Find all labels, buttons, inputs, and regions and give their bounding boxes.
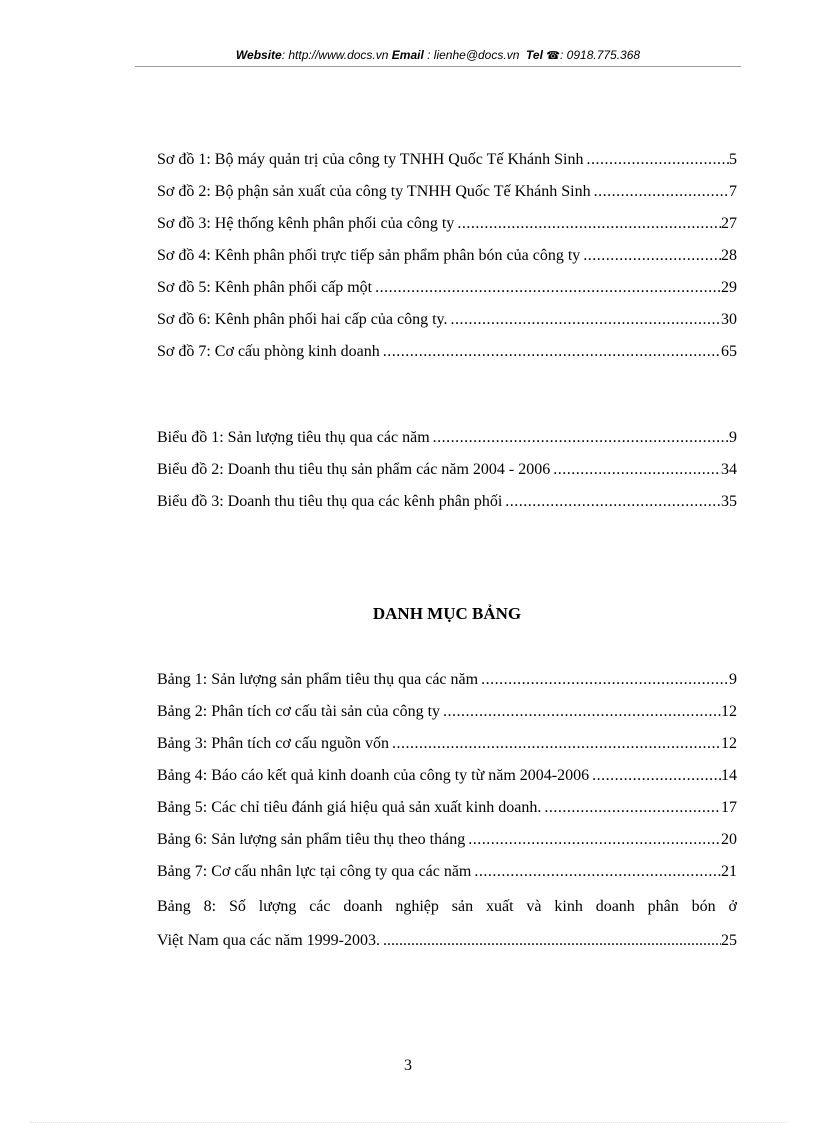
toc-entry-label: Sơ đồ 4: Kênh phân phối trực tiếp sản phẩm phân bón của công ty <box>157 247 581 264</box>
toc-entry <box>157 486 737 518</box>
toc-entry <box>157 696 737 728</box>
website-label: Website <box>235 48 282 62</box>
toc-entry-page: 14 <box>721 767 737 784</box>
toc-entry-page: 29 <box>721 279 737 296</box>
website-value: : http://www.docs.vn <box>281 48 389 62</box>
page-number: 3 <box>404 1057 412 1074</box>
toc-entry-page: 25 <box>721 932 737 949</box>
toc-leader <box>550 454 721 486</box>
toc-entry-label: Biểu đồ 1: Sản lượng tiêu thụ qua các năm <box>157 429 430 446</box>
toc-entry-page: 12 <box>721 703 737 720</box>
toc-entry-label: Bảng 2: Phân tích cơ cấu tài sản của công ty <box>157 703 441 720</box>
toc-entry-label: Bảng 3: Phân tích cơ cấu nguồn vốn <box>157 735 389 752</box>
toc-entry-page: 30 <box>721 311 737 328</box>
toc-entry-page: 9 <box>729 671 737 688</box>
toc-entry <box>157 728 737 760</box>
table-list-heading: DANH MỤC BẢNG <box>372 604 522 623</box>
toc-entry-label: Bảng 4: Báo cáo kết quả kinh doanh của công ty từ năm 2004-2006 <box>157 767 590 784</box>
toc-leader <box>465 824 721 856</box>
tel-label: Tel <box>526 48 543 62</box>
toc-leader <box>589 760 721 792</box>
toc-entry-label: Sơ đồ 2: Bộ phận sản xuất của công ty TNHH Quốc Tế Khánh Sinh <box>157 183 591 200</box>
toc-entry-page: 34 <box>721 461 737 478</box>
toc-leader <box>372 272 721 304</box>
tel-value: : 0918.775.368 <box>560 48 641 62</box>
toc-entry-page: 27 <box>721 215 737 232</box>
toc-entry-label: Sơ đồ 3: Hệ thống kênh phân phối của công ty <box>157 215 455 232</box>
toc-entry-label: Sơ đồ 5: Kênh phân phối cấp một <box>157 279 373 296</box>
toc-entry <box>157 664 737 696</box>
toc-entry <box>157 240 737 272</box>
toc-leader <box>430 422 729 454</box>
page-header <box>135 47 741 64</box>
toc-entry-label: Bảng 6: Sản lượng sản phẩm tiêu thụ theo tháng <box>157 831 466 848</box>
toc-entry <box>157 454 737 486</box>
toc-leader <box>389 728 721 760</box>
toc-leader <box>502 486 721 518</box>
toc-entry-label: Sơ đồ 7: Cơ cấu phòng kinh doanh <box>157 343 380 360</box>
toc-entry-page: 7 <box>729 183 737 200</box>
toc-entry <box>157 144 737 176</box>
toc-leader <box>454 208 721 240</box>
toc-entry <box>157 272 737 304</box>
toc-entry <box>157 176 737 208</box>
toc-entry <box>157 208 737 240</box>
email-label: Email <box>391 48 424 62</box>
toc-leader <box>478 664 729 696</box>
toc-entry-page: 28 <box>721 247 737 264</box>
toc-entry-page: 21 <box>721 863 737 880</box>
toc-entry-page: 35 <box>721 493 737 510</box>
toc-entry-label: Biểu đồ 3: Doanh thu tiêu thụ qua các kênh phân phối <box>157 493 503 510</box>
toc-entry-multiline <box>157 888 737 956</box>
toc-entry-label-line1: Bảng 8: Số lượng các doanh nghiệp sản xuất và kinh doanh phân bón ở <box>157 898 737 915</box>
toc-leader <box>380 336 721 368</box>
toc-leader <box>591 176 729 208</box>
header-divider <box>135 66 741 67</box>
toc-entry-label: Sơ đồ 6: Kênh phân phối hai cấp của công ty. <box>157 311 448 328</box>
toc-entry-page: 20 <box>721 831 737 848</box>
toc-entry-page: 12 <box>721 735 737 752</box>
toc-leader <box>380 926 721 956</box>
phone-icon: ☎ <box>546 50 560 62</box>
toc-entry-page: 65 <box>721 343 737 360</box>
toc-entry-line2 <box>157 926 737 956</box>
toc-entry-label: Sơ đồ 1: Bộ máy quản trị của công ty TNHH Quốc Tế Khánh Sinh <box>157 151 584 168</box>
toc-leader <box>541 792 721 824</box>
toc-entry <box>157 824 737 856</box>
toc-leader <box>471 856 721 888</box>
toc-entry-label: Bảng 1: Sản lượng sản phẩm tiêu thụ qua các năm <box>157 671 479 688</box>
toc-entry <box>157 760 737 792</box>
toc-entry <box>157 856 737 888</box>
toc-entry-page: 9 <box>729 429 737 446</box>
toc-entry-label: Bảng 5: Các chỉ tiêu đánh giá hiệu quả sản xuất kinh doanh. <box>157 799 542 816</box>
diagram-list <box>157 144 737 368</box>
toc-entry <box>157 304 737 336</box>
toc-entry-page: 17 <box>721 799 737 816</box>
email-value: : lienhe@docs.vn <box>423 48 520 62</box>
toc-entry-label: Biểu đồ 2: Doanh thu tiêu thụ sản phẩm các năm 2004 - 2006 <box>157 461 551 478</box>
chart-list <box>157 422 737 518</box>
table-list <box>157 664 737 888</box>
toc-leader <box>583 144 729 176</box>
toc-entry-label-line2: Việt Nam qua các năm 1999-2003. <box>157 932 380 949</box>
toc-entry-page: 5 <box>729 151 737 168</box>
toc-entry <box>157 422 737 454</box>
toc-leader <box>580 240 721 272</box>
toc-entry <box>157 792 737 824</box>
toc-leader <box>440 696 721 728</box>
toc-leader <box>447 304 721 336</box>
toc-entry <box>157 336 737 368</box>
toc-entry-label: Bảng 7: Cơ cấu nhân lực tại công ty qua các năm <box>157 863 472 880</box>
